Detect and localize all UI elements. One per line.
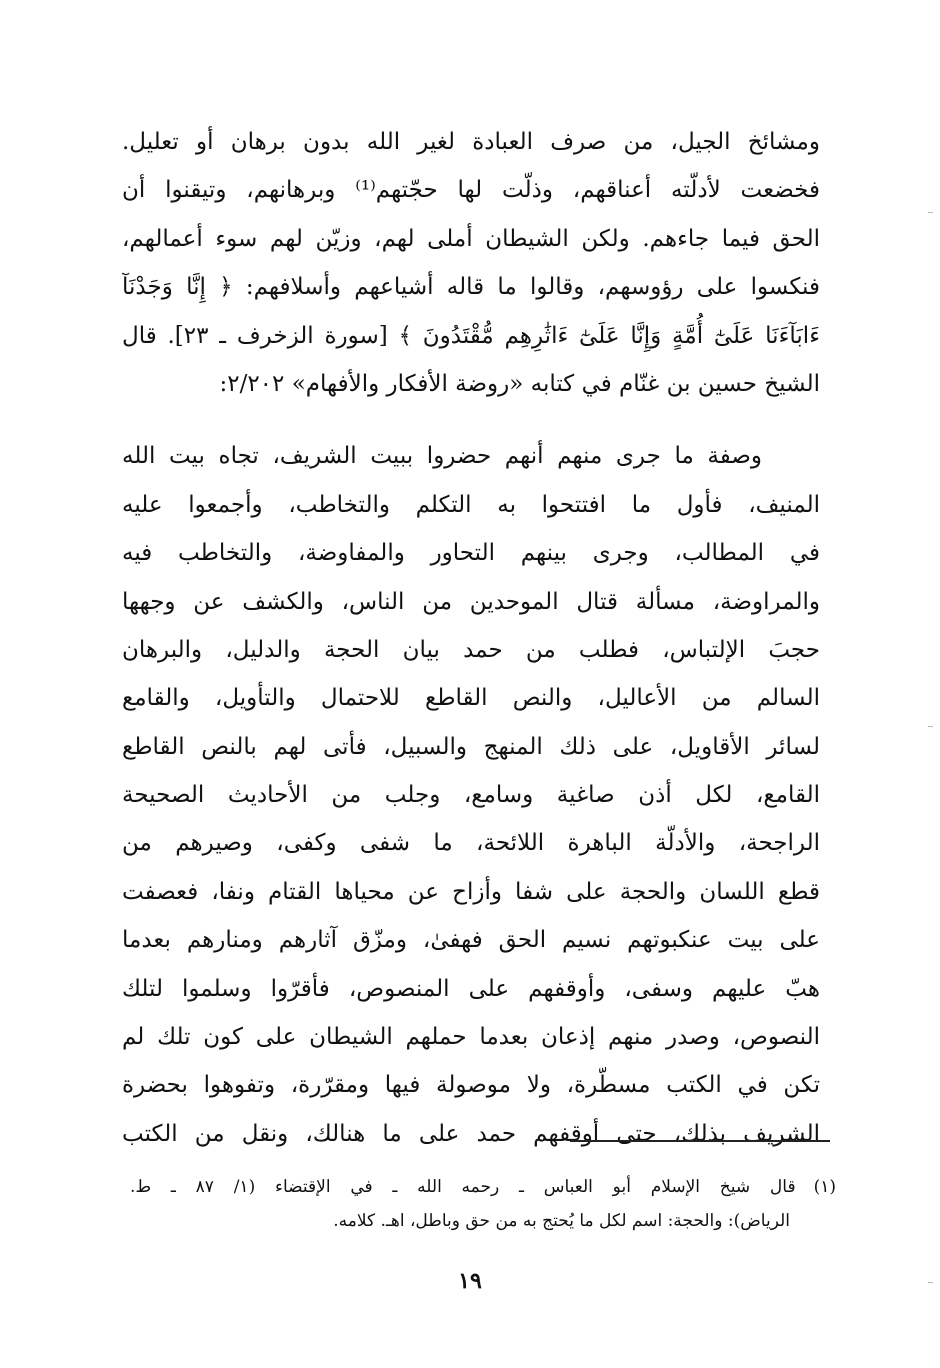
text-line: ومشائخ الجيل، من صرف العبادة لغير الله بدون برهان أو تعليل. [122, 129, 820, 155]
paragraph-gap [122, 408, 820, 432]
text-line: تكن في الكتب مسطّرة، ولا موصولة فيها ومقرّرة، وتفوهوا بحضرة [122, 1072, 820, 1099]
text-line: المنيف، فأول ما افتتحوا به التكلم والتخاطب، وأجمعوا عليه [122, 491, 820, 518]
text-line: الشيخ حسين بن غنّام في كتابه «روضة الأفكار والأفهام» ٢/٢٠٢: [219, 370, 820, 397]
text-line: على بيت عنكبوتهم نسيم الحق فهفىٰ، ومزّق آثارهم ومنارهم بعدما [122, 927, 820, 954]
text-line: فنكسوا على رؤوسهم، وقالوا ما قاله أشياعهم وأسلافهم: ﴿ إِنَّا وَجَدْنَآ [122, 274, 820, 301]
margin-mark [928, 1282, 933, 1283]
page-number: ١٩ [458, 1268, 482, 1294]
footnote-line [130, 1170, 836, 1204]
text-line: الشريف بذلك، حتى أوقفهم حمد على ما هنالك، ونقل من الكتب [122, 1120, 820, 1147]
text-line: حجبَ الإلتباس، فطلب من حمد بيان الحجة والدليل، والبرهان [122, 636, 820, 663]
text-line: النصوص، وصدر منهم إذعان بعدما حملهم الشيطان على كون تلك لم [122, 1024, 820, 1051]
footnote [130, 1170, 836, 1238]
text-line: هبّ عليهم وسفى، وأوقفهم على المنصوص، فأقرّوا وسلموا لتلك [122, 975, 820, 1002]
text-line: ءَابَآءَنَا عَلَىٰٓ أُمَّةٍ وَإِنَّا عَلَىٰٓ ءَاثَٰرِهِم مُّقْتَدُونَ ﴾ [سورة الزخرف ـ ٢٣]. قال [122, 322, 820, 349]
text-line: في المطالب، وجرى بينهم التحاور والمفاوضة، والتخاطب فيه [122, 540, 820, 567]
margin-mark [928, 212, 933, 213]
paragraph-1 [122, 118, 820, 408]
text-line: الحق فيما جاءهم. ولكن الشيطان أملى لهم، وزيّن لهم سوء أعمالهم، [122, 225, 820, 252]
margin-mark [928, 726, 933, 727]
text-line: لسائر الأقاويل، على ذلك المنهج والسبيل، فأتى لهم بالنص القاطع [122, 733, 820, 760]
text-line: الراجحة، والأدلّة الباهرة اللائحة، ما شفى وكفى، وصيرهم من [122, 830, 820, 857]
footnote-text: قال شيخ الإسلام أبو العباس ـ رحمه الله ـ في الإقتضاء (١/ ٨٧ ـ ط. [130, 1177, 796, 1197]
text-line: قطع اللسان والحجة على شفا وأزاح عن محياها القتام ونفا، فعصفت [122, 878, 820, 905]
text-line: السالم من الأعاليل، والنص القاطع للاحتمال والتأويل، والقامع [122, 685, 820, 712]
text-line: والمراوضة، مسألة قتال الموحدين من الناس، والكشف عن وجهها [122, 588, 820, 615]
text-line: القامع، لكل أذن صاغية وسامع، وجلب من الأحاديث الصحيحة [122, 782, 820, 809]
footnote-line: الرياض): والحجة: اسم لكل ما يُحتج به من حق وباطل، اهـ. كلامه. [333, 1211, 790, 1231]
footnote-marker: (١) [813, 1177, 836, 1197]
footnote-separator [570, 1140, 830, 1142]
text-line: وصفة ما جرى منهم أنهم حضروا ببيت الشريف، تجاه بيت الله [122, 443, 762, 470]
paragraph-2 [122, 432, 820, 1158]
text-line: فخضعت لأدلّته أعناقهم، وذلّت لها حجّتهم⁽¹⁾ وبرهانهم، وتيقنوا أن [122, 177, 820, 204]
main-text [122, 118, 820, 1158]
